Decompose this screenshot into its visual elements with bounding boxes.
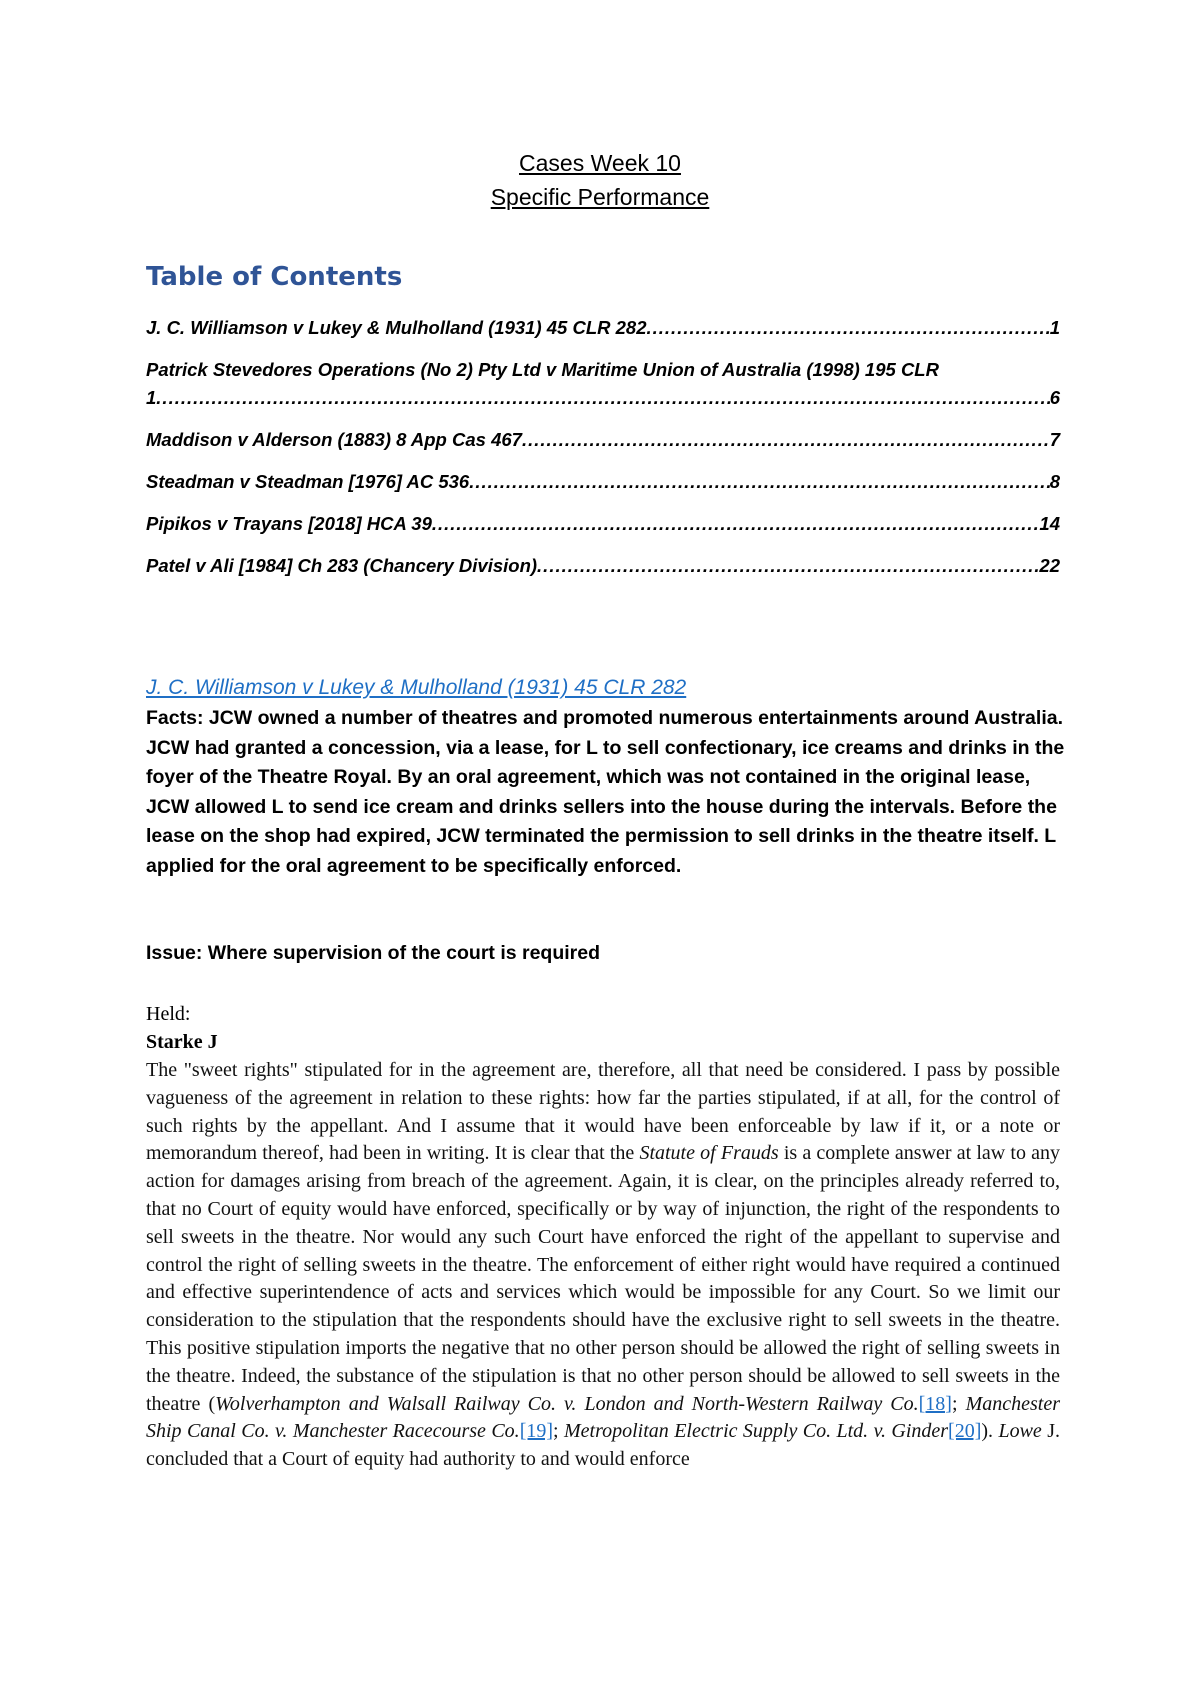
footnote-link[interactable]: [19] xyxy=(519,1420,554,1443)
case-citation: Wolverhampton and Walsall Railway Co. v. London and North-Western Railway Co. xyxy=(215,1392,919,1415)
toc-leader-dots xyxy=(522,426,1050,454)
toc-entry-steadman[interactable] xyxy=(146,468,1060,496)
citation-separator: ; xyxy=(553,1420,564,1443)
toc-leader-dots xyxy=(469,468,1050,496)
toc-page-number: 22 xyxy=(1039,555,1060,576)
judge-name: Starke J xyxy=(146,1031,218,1053)
case-issue: Issue: Where supervision of the court is required xyxy=(146,942,601,964)
toc-page-number: 14 xyxy=(1039,513,1060,534)
case-citation: Metropolitan Electric Supply Co. Ltd. v. Ginder xyxy=(563,1420,949,1443)
toc-page-number: 6 xyxy=(1049,387,1060,408)
footnote-link[interactable]: [20] xyxy=(948,1420,982,1443)
toc-entry-label: Steadman v Steadman [1976] AC 536 xyxy=(146,471,470,492)
table-of-contents xyxy=(146,314,1060,594)
toc-entry-patel[interactable] xyxy=(146,552,1060,580)
toc-entry-label-cont: 1 xyxy=(146,387,157,408)
document-title: Cases Week 10 xyxy=(519,150,681,176)
judgment-text xyxy=(146,1057,1060,1474)
judgment-text-part: is a complete answer at law to any action for damages arising from breach of the agreement. Again, it is clear, on the principles already referred to, that no Court of equity would have enforced, specifically or by way of injunction, the right of the respondents to sell sweets in the theatre. Nor would any such Court have enforced the right of the appellant to supervise and control the right of selling sweets in the theatre. The enforcement of either right would have required a continued and effective superintendence of acts and services which would be impossible for any Court. So we limit our consideration to the stipulation that the respondents should have the exclusive right to sell sweets in the theatre. This positive stipulation imports the negative that no other person should be allowed the right of selling sweets in the theatre. Indeed, the substance of the stipulation is that no other person should be allowed to sell sweets in the theatre ( xyxy=(146,1142,1060,1415)
toc-page-number: 7 xyxy=(1049,429,1060,450)
toc-entry-pipikos[interactable] xyxy=(146,510,1060,538)
toc-leader-dots xyxy=(537,552,1039,580)
held-label: Held: xyxy=(146,1003,191,1025)
toc-entry-label: Maddison v Alderson (1883) 8 App Cas 467 xyxy=(146,429,522,450)
toc-entry-label: Pipikos v Trayans [2018] HCA 39 xyxy=(146,513,432,534)
footnote-link[interactable]: [18] xyxy=(918,1392,952,1415)
toc-heading: Table of Contents xyxy=(146,262,403,292)
judgment-text-part: The "sweet rights" stipulated for in the agreement are, therefore, all that need be considered. I pass by possible vagueness of the agreement in relation to these rights: how far the parties stipulated, if at all, for the control of such rights by the appellant. And I assume that it would have been enforceable by law if it, or a note or memorandum thereof, had been in writing. It is clear that the xyxy=(146,1059,1060,1165)
judgment-text-part: ). xyxy=(981,1420,999,1443)
toc-page-number: 1 xyxy=(1049,317,1060,338)
toc-entry-label: J. C. Williamson v Lukey & Mulholland (1931) 45 CLR 282 xyxy=(146,317,647,338)
toc-entry-maddison[interactable] xyxy=(146,426,1060,454)
toc-entry-patrick-stevedores[interactable] xyxy=(146,356,1060,412)
toc-entry-label: Patel v Ali [1984] Ch 283 (Chancery Division) xyxy=(146,555,538,576)
toc-leader-dots xyxy=(432,510,1040,538)
statute-reference: Statute of Frauds xyxy=(639,1142,779,1165)
toc-page-number: 8 xyxy=(1049,471,1060,492)
toc-entry-williamson[interactable] xyxy=(146,314,1060,342)
judge-reference: Lowe xyxy=(998,1420,1042,1443)
toc-leader-dots xyxy=(156,384,1049,412)
case-citation: Manchester Ship Canal Co. v. Manchester Racecourse Co. xyxy=(146,1392,1060,1443)
toc-entry-label: Patrick Stevedores Operations (No 2) Pty Ltd v Maritime Union of Australia (1998) 195 CLR xyxy=(146,359,939,380)
case-facts: Facts: JCW owned a number of theatres and promoted numerous entertainments around Australia. JCW had granted a concession, via a lease, for L to sell confectionary, ice creams and drinks in the foyer of the Theatre Royal. By an oral agreement, which was not contained in the original lease, JCW allowed L to send ice cream and drinks sellers into the house during the intervals. Before the lease on the shop had expired, JCW terminated the permission to sell drinks in the theatre itself. L applied for the oral agreement to be specifically enforced. xyxy=(146,707,1065,877)
citation-separator: ; xyxy=(951,1392,966,1415)
case-heading-link[interactable]: J. C. Williamson v Lukey & Mulholland (1931) 45 CLR 282 xyxy=(146,676,687,699)
toc-leader-dots xyxy=(647,314,1050,342)
document-subtitle: Specific Performance xyxy=(490,184,710,210)
judgment-text-part: J. concluded that a Court of equity had authority to and would enforce xyxy=(146,1420,1060,1471)
